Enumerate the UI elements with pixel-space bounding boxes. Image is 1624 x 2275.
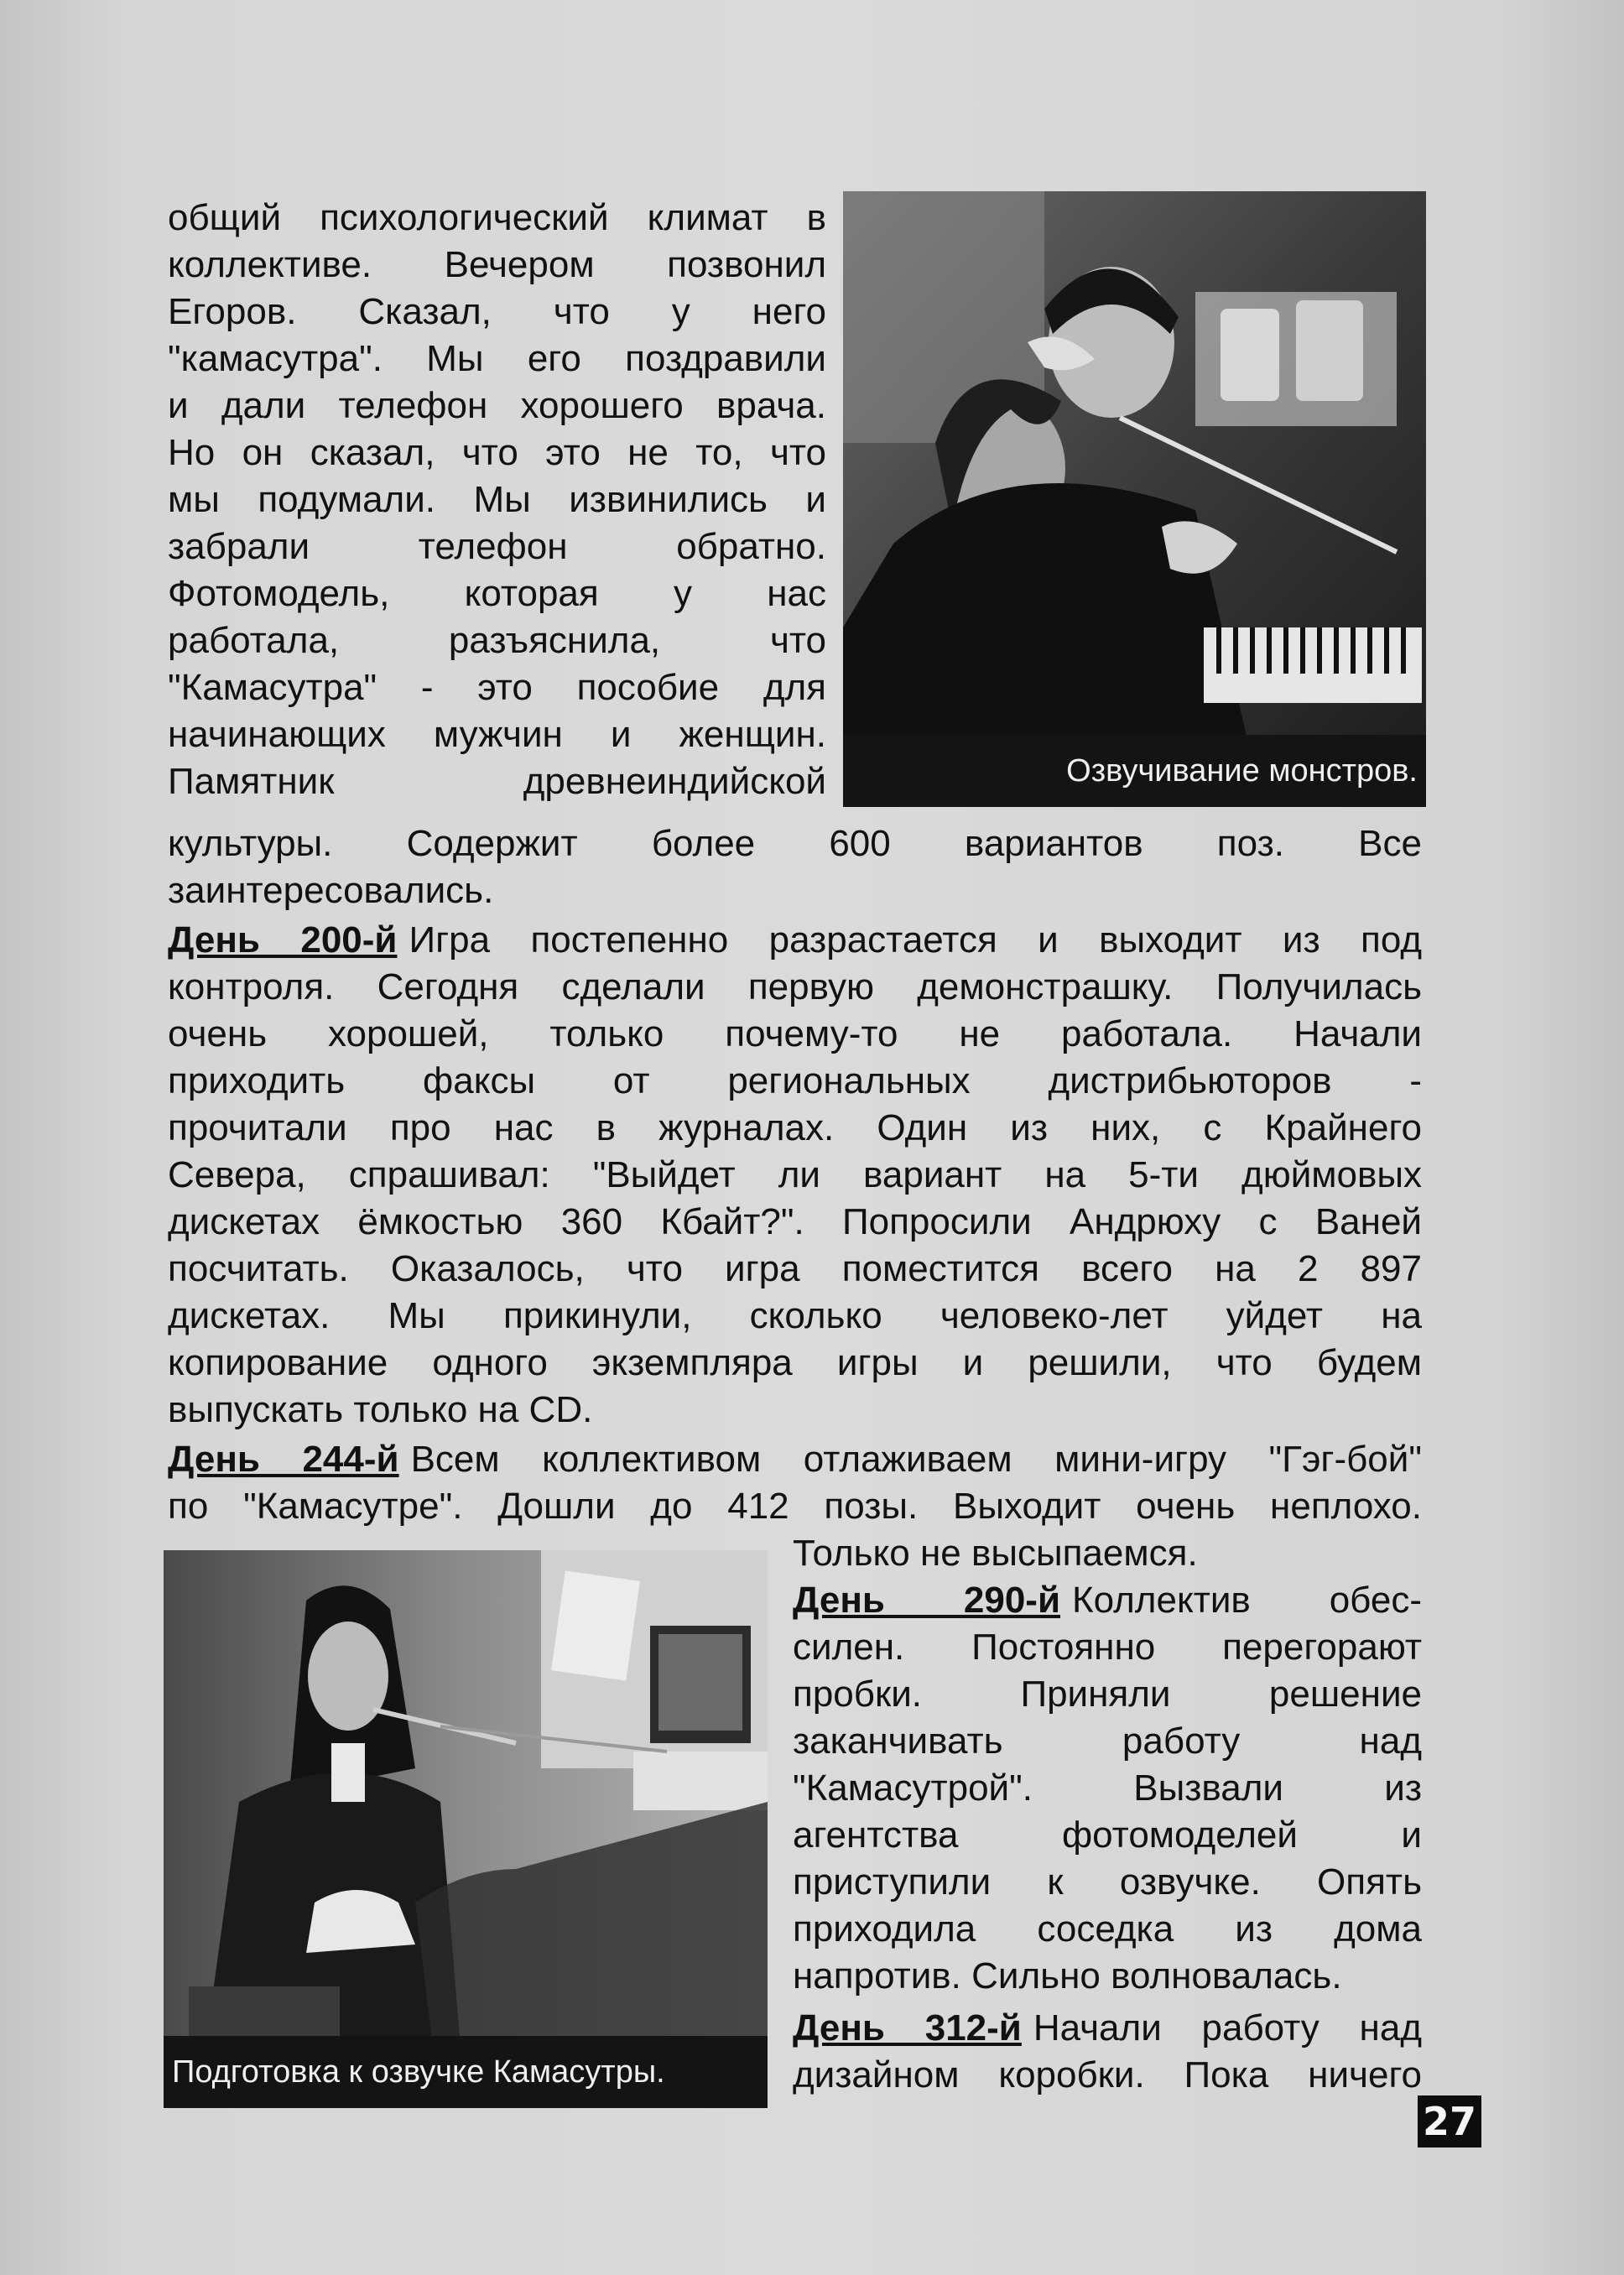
text-line: "Камасутрой". Вызвали из — [793, 1767, 1422, 1809]
text-line: "камасутра". Мы его поздравили — [168, 338, 826, 379]
photo-caption: Озвучивание монстров. — [843, 735, 1426, 807]
text-line: пробки. Приняли решение — [793, 1674, 1422, 1715]
day-label: День 200-й — [168, 919, 398, 960]
text-line: начинающих мужчин и женщин. — [168, 714, 826, 755]
text-line: дискетах ёмкостью 360 Кбайт?". Попросили Андрюху с Ваней — [168, 1201, 1422, 1242]
text-line: общий психологический климат в — [168, 197, 826, 238]
diary-entry-day-290 — [793, 1577, 1422, 1624]
text-line: дизайном коробки. Пока ничего — [793, 2054, 1422, 2095]
text-line: Коллектив обес- — [1072, 1580, 1422, 1621]
text-line: напротив. Сильно волновалась. — [793, 1955, 1342, 1996]
text-line: "Камасутра" - это пособие для — [168, 667, 826, 708]
photo-monster-voiceover-image — [843, 191, 1426, 807]
text-line: выпускать только на CD. — [168, 1389, 593, 1430]
text-line: посчитать. Оказалось, что игра поместится всего на 2 897 — [168, 1248, 1422, 1289]
text-line: мы подумали. Мы извинились и — [168, 479, 826, 520]
text-line: Севера, спрашивал: "Выйдет ли вариант на 5-ти дюймовых — [168, 1154, 1422, 1195]
day-label: День 312-й — [793, 2007, 1022, 2049]
text-line: Только не высыпаемся. — [793, 1533, 1198, 1574]
text-line: силен. Постоянно перегорают — [793, 1627, 1422, 1668]
text-line: прочитали про нас в журналах. Один из них, с Крайнего — [168, 1107, 1422, 1148]
text-line: забрали телефон обратно. — [168, 526, 826, 567]
text-line: Всем коллективом отлаживаем мини-игру "Гэг-бой" — [410, 1439, 1422, 1480]
text-line: Памятник древнеиндийской — [168, 761, 826, 802]
text-line: Игра постепенно разрастается и выходит из под — [409, 919, 1422, 960]
diary-entry-day-244 — [168, 1436, 1422, 1483]
text-line: контроля. Сегодня сделали первую демонстрашку. Получилась — [168, 966, 1422, 1007]
text-line: приходила соседка из дома — [793, 1908, 1422, 1950]
page-number: 27 — [1418, 2095, 1481, 2147]
text-line: приступили к озвучке. Опять — [793, 1861, 1422, 1903]
photo-caption: Подготовка к озвучке Камасутры. — [164, 2036, 768, 2108]
text-line: работала, разъяснила, что — [168, 620, 826, 661]
text-line: копирование одного экземпляра игры и решили, что будем — [168, 1342, 1422, 1383]
text-line: культуры. Содержит более 600 вариантов поз. Все — [168, 823, 1422, 864]
text-line: Но он сказал, что это не то, что — [168, 432, 826, 473]
text-line: и дали телефон хорошего врача. — [168, 385, 826, 426]
text-line: дискетах. Мы прикинули, сколько человеко-лет уйдет на — [168, 1295, 1422, 1336]
text-line: очень хорошей, только почему-то не работала. Начали — [168, 1013, 1422, 1054]
text-line: Начали работу над — [1033, 2007, 1422, 2049]
photo-voiceover-prep-image — [164, 1550, 768, 2108]
diary-entry-day-200 — [168, 917, 1422, 964]
text-line: по "Камасутре". Дошли до 412 позы. Выходит очень неплохо. — [168, 1486, 1422, 1527]
day-label: День 290-й — [793, 1580, 1060, 1621]
text-line: заканчивать работу над — [793, 1721, 1422, 1762]
diary-entry-day-312 — [793, 2005, 1422, 2052]
text-line: коллективе. Вечером позвонил — [168, 244, 826, 285]
day-label: День 244-й — [168, 1439, 399, 1480]
text-line: Егоров. Сказал, что у него — [168, 291, 826, 332]
photo-monster-voiceover — [843, 191, 1426, 807]
text-line: заинтересовались. — [168, 870, 494, 911]
text-line: агентства фотомоделей и — [793, 1814, 1422, 1856]
text-line: приходить факсы от региональных дистрибьюторов - — [168, 1060, 1422, 1101]
text-line: Фотомодель, которая у нас — [168, 573, 826, 614]
photo-voiceover-prep — [164, 1550, 768, 2108]
